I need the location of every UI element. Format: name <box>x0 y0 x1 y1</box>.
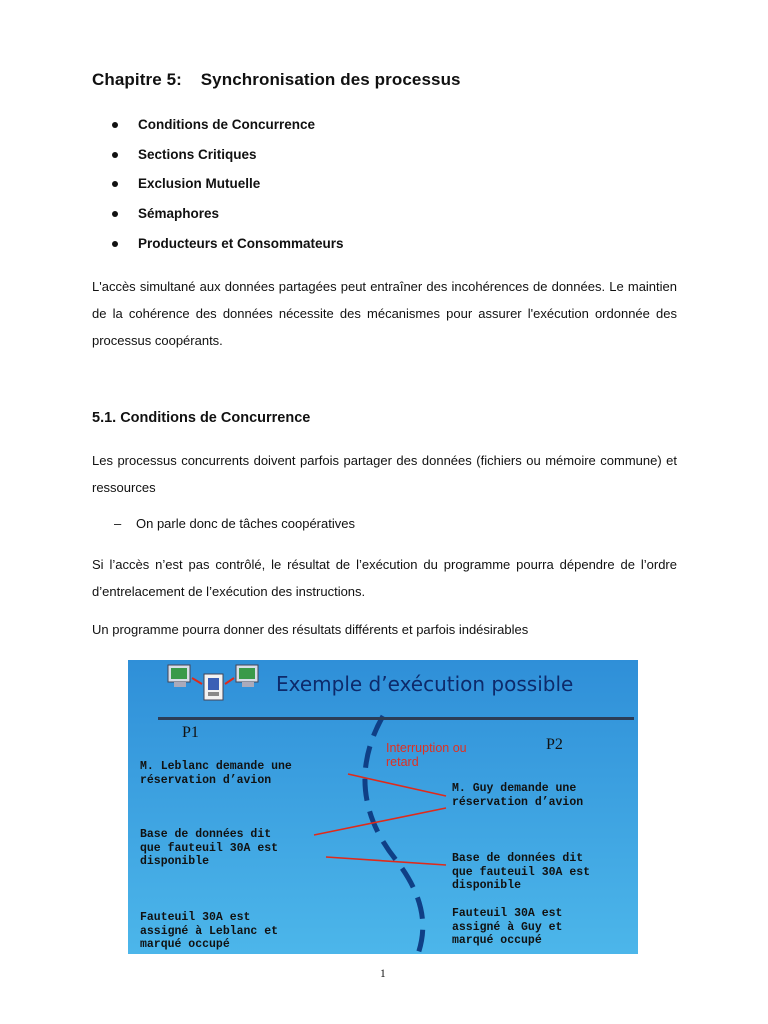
toc-item-label: Sémaphores <box>138 206 220 222</box>
p2-label: P2 <box>546 736 563 753</box>
database-icon <box>204 674 223 700</box>
bullet-icon <box>112 152 118 158</box>
p1-step: M. Leblanc demande une réservation d’avion <box>140 760 292 787</box>
toc-item-label: Sections Critiques <box>138 146 257 162</box>
p2-step: M. Guy demande une réservation d’avion <box>452 782 584 809</box>
toc-item-label: Exclusion Mutuelle <box>138 176 261 192</box>
bullet-icon <box>112 241 118 247</box>
p1-label: P1 <box>182 724 199 741</box>
figure-title: Exemple d’exécution possible <box>276 672 574 696</box>
toc-item <box>112 117 344 147</box>
p2-step: Fauteuil 30A est assigné à Guy et marqué occupé <box>452 907 563 947</box>
p1-step: Base de données dit que fauteuil 30A est disponible <box>140 828 279 868</box>
chapter-toc-list <box>112 117 344 265</box>
section-paragraph-2: Si l’accès n’est pas contrôlé, le résultat de l’exécution du programme pourra dépendre de l’ordre d’entrelacement de l’exécution des instructions. <box>92 557 677 599</box>
dash-item-text: On parle donc de tâches coopératives <box>136 516 355 531</box>
dash-icon: – <box>114 516 122 531</box>
chapter-title <box>92 70 461 90</box>
bullet-icon <box>112 211 118 217</box>
page-number: 1 <box>380 968 386 980</box>
section-paragraph-1: Les processus concurrents doivent parfois partager des données (fichiers ou mémoire commune) et ressources <box>92 453 677 495</box>
interruption-label: Interruption ou retard <box>386 741 467 769</box>
toc-item-label: Producteurs et Consommateurs <box>138 235 344 251</box>
chapter-title-text: Synchronisation des processus <box>200 70 461 89</box>
toc-item <box>112 206 344 236</box>
toc-item <box>112 236 344 266</box>
toc-item <box>112 147 344 177</box>
section-heading: 5.1. Conditions de Concurrence <box>92 410 311 426</box>
p2-step: Base de données dit que fauteuil 30A est disponible <box>452 852 591 892</box>
toc-item <box>112 176 344 206</box>
bullet-icon <box>112 181 118 187</box>
dash-list-item <box>114 516 355 531</box>
bullet-icon <box>112 122 118 128</box>
title-underline <box>158 717 634 720</box>
section-paragraph-3: Un programme pourra donner des résultats différents et parfois indésirables <box>92 622 529 637</box>
intro-paragraph: L'accès simultané aux données partagées peut entraîner des incohérences de données. Le maintien de la cohérence des données nécessite des mécanismes pour assurer l'exécution ordonnée des processus coopérants. <box>92 279 677 348</box>
p1-step: Fauteuil 30A est assigné à Leblanc et marqué occupé <box>140 911 279 951</box>
toc-item-label: Conditions de Concurrence <box>138 117 316 132</box>
execution-example-figure <box>128 660 638 954</box>
chapter-number: Chapitre 5: <box>92 70 182 89</box>
